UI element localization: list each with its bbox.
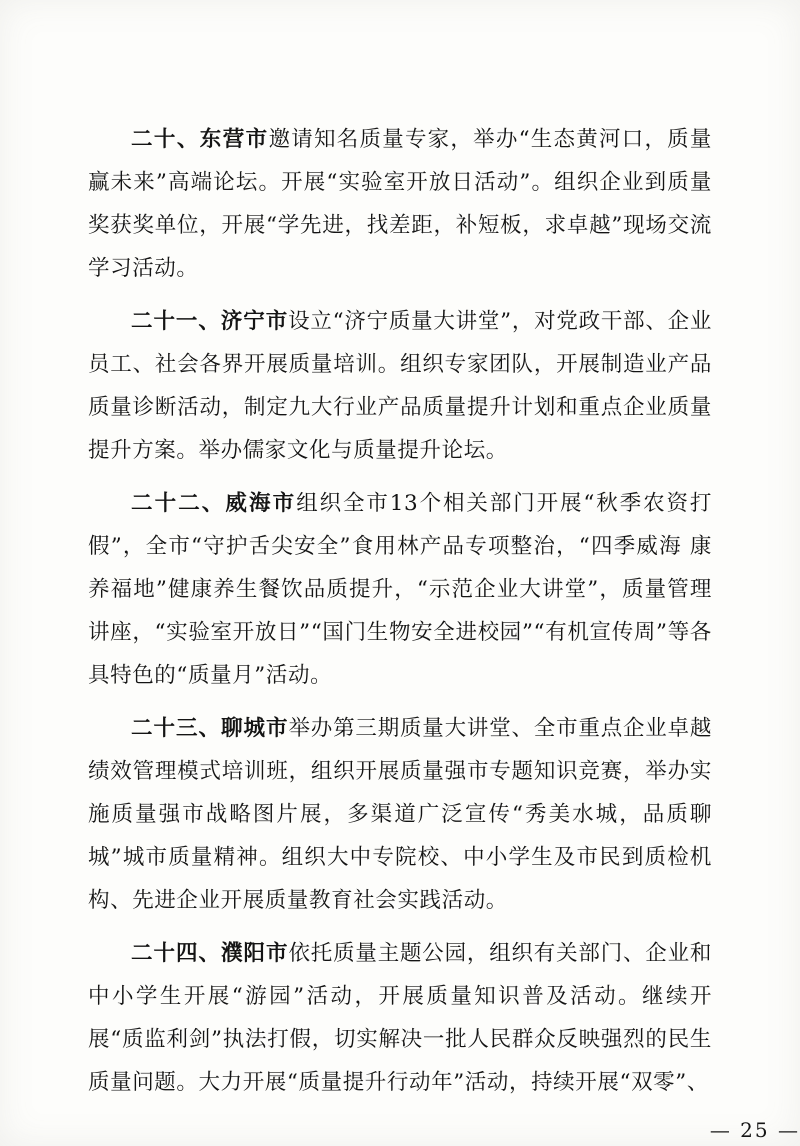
paragraph-22-lead: 二十二、威海市 bbox=[131, 491, 297, 516]
paragraph-20 bbox=[88, 118, 712, 290]
paragraph-24 bbox=[88, 932, 712, 1104]
page-number: — 25 — bbox=[709, 1118, 800, 1142]
paragraph-23-text: 举办第三期质量大讲堂、全市重点企业卓越绩效管理模式培训班，组织开展质量强市专题知识竞赛，举办实施质量强市战略图片展，多渠道广泛宣传“秀美水城，品质聊城”城市质量精神。组织大中专院校、中小学生及市民到质检机构、先进企业开展质量教育社会实践活动。 bbox=[88, 716, 712, 913]
page-body bbox=[88, 118, 800, 1142]
paragraph-20-lead: 二十、东营市 bbox=[131, 127, 269, 152]
paragraph-24-text: 依托质量主题公园，组织有关部门、企业和中小学生开展“游园”活动，开展质量知识普及活动。继续开展“质监利剑”执法打假，切实解决一批人民群众反映强烈的民生质量问题。大力开展“质量提升行动年”活动，持续开展“双零”、 bbox=[88, 941, 712, 1095]
paragraph-22-text: 组织全市13个相关部门开展“秋季农资打假”，全市“守护舌尖安全”食用林产品专项整治，“四季威海 康养福地”健康养生餐饮品质提升，“示范企业大讲堂”，质量管理讲座，“实验室开放日”“国门生物安全进校园”“有机宣传周”等各具特色的“质量月”活动。 bbox=[88, 491, 712, 688]
paragraph-21 bbox=[88, 300, 712, 472]
paragraph-20-text: 邀请知名质量专家，举办“生态黄河口，质量赢未来”高端论坛。开展“实验室开放日活动”。组织企业到质量奖获奖单位，开展“学先进，找差距，补短板，求卓越”现场交流学习活动。 bbox=[88, 127, 712, 281]
paragraph-23-lead: 二十三、聊城市 bbox=[131, 716, 289, 741]
paragraph-24-lead: 二十四、濮阳市 bbox=[131, 941, 289, 966]
paragraph-23 bbox=[88, 707, 712, 922]
paragraph-21-lead: 二十一、济宁市 bbox=[131, 309, 289, 334]
paragraph-22 bbox=[88, 482, 712, 697]
paragraph-21-text: 设立“济宁质量大讲堂”，对党政干部、企业员工、社会各界开展质量培训。组织专家团队，开展制造业产品质量诊断活动，制定九大行业产品质量提升计划和重点企业质量提升方案。举办儒家文化与质量提升论坛。 bbox=[88, 309, 712, 463]
